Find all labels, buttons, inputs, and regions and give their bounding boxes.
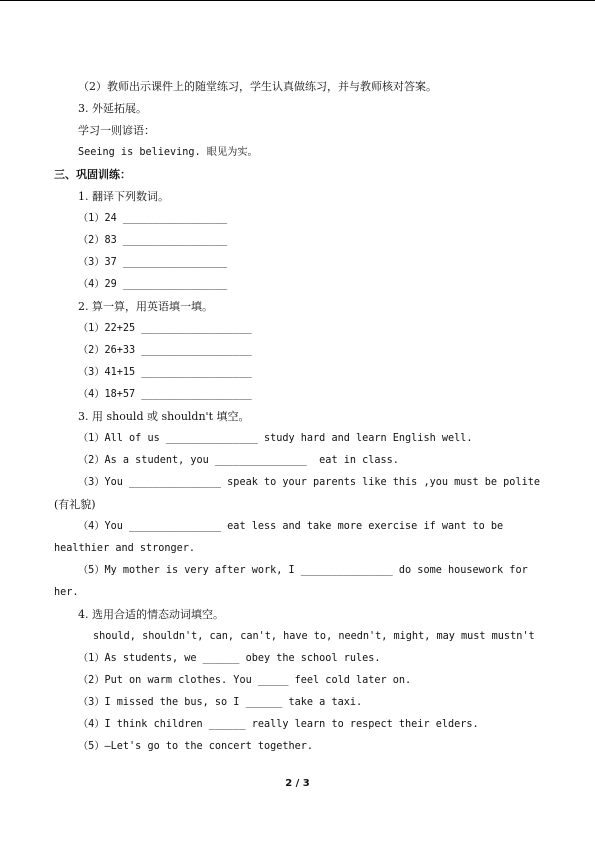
exercise-1-title: 1. 翻译下列数词。 [78, 190, 169, 203]
exercise-2-title: 2. 算一算，用英语填一填。 [78, 300, 213, 313]
exercise-2-item-3: （3）41+15 __________________ [78, 367, 252, 378]
exercise-3-item-5: （5）My mother is very after work, I _______________ do some housework for [78, 565, 528, 576]
page-number: 2 / 3 [285, 778, 310, 789]
exercise-3-item-3: （3）You _______________ speak to your parents like this ,you must be polite [78, 477, 540, 488]
exercise-3-item-2: （2）As a student, you _______________ eat in class. [78, 455, 399, 466]
text-line-3: 学习一则谚语： [78, 124, 155, 137]
header-rule [0, 0, 595, 1]
exercise-4-item-1: （1）As students, we ______ obey the school rules. [78, 653, 381, 664]
exercise-4-item-2: （2）Put on warm clothes. You _____ feel cold later on. [78, 675, 412, 686]
exercise-4-item-4: （4）I think children ______ really learn to respect their elders. [78, 719, 479, 730]
exercise-3-item-1: （1）All of us _______________ study hard and learn English well. [78, 433, 473, 444]
exercise-4-title: 4. 选用合适的情态动词填空。 [78, 608, 224, 621]
exercise-1-item-2: （2）83 _________________ [78, 235, 228, 246]
exercise-3-item-4-cont: healthier and stronger. [54, 543, 196, 554]
exercise-3-item-4: （4）You _______________ eat less and take more exercise if want to be [78, 521, 504, 532]
exercise-1-item-1: （1）24 _________________ [78, 213, 228, 224]
proverb-line: Seeing is believing. 眼见为实。 [78, 147, 258, 158]
word-bank: should, shouldn't, can, can't, have to, needn't, might, may must mustn't [93, 631, 535, 642]
exercise-1-item-4: （4）29 _________________ [78, 279, 228, 290]
text-line-2: 3. 外延拓展。 [78, 102, 147, 115]
text-line-1: （2）教师出示课件上的随堂练习，学生认真做练习，并与教师核对答案。 [78, 80, 437, 93]
exercise-2-item-1: （1）22+25 __________________ [78, 323, 252, 334]
exercise-4-item-3: （3）I missed the bus, so I ______ take a taxi. [78, 697, 363, 708]
exercise-4-item-5: （5）—Let's go to the concert together. [78, 741, 314, 752]
exercise-3-item-3-cont: (有礼貌) [54, 498, 96, 511]
exercise-1-item-3: （3）37 _________________ [78, 257, 228, 268]
section-heading: 三、巩固训练： [54, 168, 131, 181]
exercise-3-item-5-cont: her. [54, 587, 79, 598]
exercise-2-item-4: （4）18+57 __________________ [78, 389, 252, 400]
exercise-3-title: 3. 用 should 或 shouldn't 填空。 [78, 410, 250, 423]
exercise-2-item-2: （2）26+33 __________________ [78, 345, 252, 356]
